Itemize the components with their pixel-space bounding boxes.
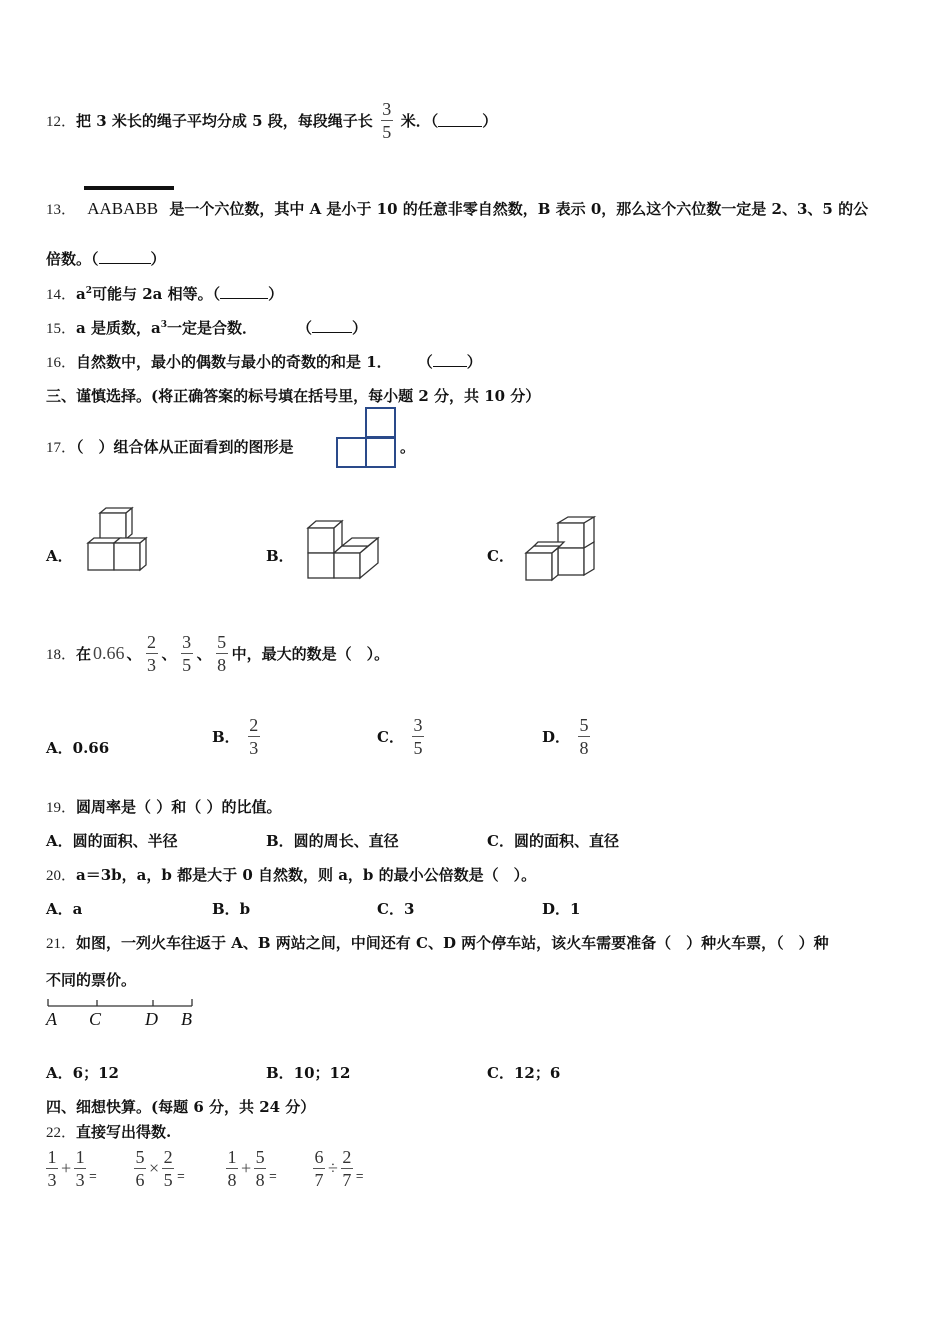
- option-a[interactable]: A．: [46, 547, 73, 565]
- question-21: [46, 932, 829, 953]
- question-17: [46, 436, 294, 457]
- station-label-a: A: [46, 1009, 57, 1029]
- separator: 、: [196, 644, 212, 663]
- number-word: AABABB: [87, 199, 159, 218]
- section-heading-3: 三、谨慎选择。(将正确答案的标号填在括号里，每小题 2 分，共 10 分）: [46, 387, 541, 405]
- option-label: B．: [212, 727, 240, 746]
- question-number: 18．: [46, 646, 77, 663]
- option-b[interactable]: B．b: [212, 900, 251, 918]
- question-text: （ ）组合体从正面看到的图形是: [76, 438, 294, 456]
- exponent: 3: [160, 320, 167, 330]
- question-number: 20．: [46, 868, 77, 884]
- question-text: 中，最大的数是（ ）。: [231, 644, 390, 663]
- question-13-line2: [46, 248, 166, 269]
- question-text: 圆周率是（ ）和（ ）的比值。: [76, 798, 282, 816]
- close-paren: ）: [482, 112, 498, 130]
- denominator: 5: [382, 122, 392, 142]
- option-d[interactable]: [542, 712, 590, 760]
- question-18: [46, 628, 389, 678]
- option-label: D．: [542, 727, 571, 746]
- question-14: [46, 283, 283, 304]
- question-text: 可能与 2a 相等。（: [92, 285, 221, 303]
- question-22: [46, 1121, 171, 1142]
- fraction: $\frac{2}{3}$: [147, 631, 157, 675]
- close-paren: ）: [150, 250, 166, 268]
- option-a[interactable]: A．圆的面积、半径: [46, 832, 178, 850]
- question-text-end: 米．（: [400, 112, 439, 130]
- numerator: 3: [382, 99, 392, 119]
- option-c[interactable]: C．3: [377, 900, 415, 918]
- calc-item-1[interactable]: $\frac{1}{3}$ + $\frac{1}{3}$ =: [47, 1147, 97, 1190]
- close-paren: ）: [351, 319, 367, 337]
- question-number: 22．: [46, 1125, 77, 1141]
- question-text: a 是质数，a: [76, 319, 161, 337]
- question-number: 21．: [46, 936, 77, 952]
- option-b[interactable]: B．圆的周长、直径: [266, 832, 399, 850]
- option-c[interactable]: C．圆的面积、直径: [487, 832, 619, 850]
- option-c[interactable]: [377, 712, 424, 760]
- question-number: 15．: [46, 321, 77, 337]
- option-c[interactable]: C．: [487, 547, 514, 565]
- question-20: [46, 864, 536, 885]
- operator: ÷: [328, 1158, 338, 1178]
- section-heading-4: 四、细想快算。(每题 6 分，共 24 分）: [46, 1098, 316, 1116]
- equals-sign: =: [89, 1168, 97, 1183]
- station-label-d: D: [145, 1009, 158, 1029]
- separator: 、: [126, 644, 142, 663]
- operator: ×: [149, 1158, 160, 1178]
- fraction: $\frac{5}{8}$: [217, 631, 227, 675]
- question-text: 倍数。（: [46, 250, 99, 268]
- equals-sign: =: [355, 1168, 364, 1183]
- station-line: [46, 998, 200, 1010]
- calc-item-2[interactable]: $\frac{5}{6}$ × $\frac{2}{5}$ =: [135, 1147, 185, 1190]
- answer-blank[interactable]: [433, 354, 467, 367]
- option-a[interactable]: A．a: [46, 900, 83, 918]
- answer-blank[interactable]: [220, 286, 268, 299]
- question-text: 如图，一列火车往返于 A、B 两站之间，中间还有 C、D 两个停车站，该火车需要准备（ ）种火车票，（ ）种: [76, 934, 829, 952]
- answer-blank[interactable]: [312, 320, 352, 333]
- option-label: C．: [377, 727, 404, 746]
- close-paren: ）: [268, 285, 284, 303]
- fraction: $\frac{3}{5}$: [413, 714, 423, 758]
- option-a[interactable]: A．0.66: [46, 739, 110, 757]
- question-number: 12．: [46, 114, 77, 130]
- question-21-line2: 不同的票价。: [46, 971, 137, 989]
- question-text: 一定是合数．: [166, 319, 257, 337]
- question-15: [46, 317, 367, 338]
- separator: 、: [161, 644, 177, 663]
- question-16: [46, 351, 482, 372]
- question-12: [46, 100, 497, 141]
- option-a[interactable]: A．6；12: [46, 1064, 119, 1082]
- answer-blank[interactable]: [438, 114, 482, 127]
- operator: +: [241, 1158, 252, 1178]
- fraction: [381, 100, 393, 141]
- question-text: a＝3b，a，b 都是大于 0 自然数，则 a，b 的最小公倍数是（ ）。: [76, 866, 537, 884]
- equals-sign: =: [269, 1168, 277, 1183]
- question-text: 自然数中，最小的偶数与最小的奇数的和是 1．: [76, 353, 392, 371]
- fraction: $\frac{5}{8}$: [579, 714, 589, 758]
- option-c[interactable]: C．12；6: [487, 1064, 561, 1082]
- cube-figure-a: [86, 505, 156, 573]
- question-number: 19．: [46, 800, 77, 816]
- open-paren: （: [296, 319, 312, 337]
- fraction: $\frac{3}{5}$: [182, 631, 192, 675]
- cube-figure-c: [524, 515, 600, 583]
- equals-sign: =: [177, 1168, 185, 1183]
- front-view-figure: [336, 407, 398, 469]
- option-b[interactable]: B．10；12: [266, 1064, 351, 1082]
- question-17-end: 。: [400, 438, 416, 456]
- question-number: 17．: [46, 440, 77, 456]
- question-text: 在: [76, 644, 92, 663]
- operator: +: [61, 1158, 72, 1178]
- question-13: [46, 198, 868, 219]
- option-b[interactable]: [212, 712, 260, 760]
- question-19: [46, 796, 281, 817]
- answer-blank[interactable]: [99, 251, 151, 264]
- question-number: 14．: [46, 287, 77, 303]
- question-text: 把 3 米长的绳子平均分成 5 段，每段绳子长: [76, 112, 373, 130]
- close-paren: ）: [466, 353, 482, 371]
- fraction: $\frac{2}{3}$: [249, 714, 259, 758]
- calc-item-3[interactable]: $\frac{1}{8}$ + $\frac{5}{8}$ =: [227, 1147, 277, 1190]
- decimal-value: 0.66: [93, 642, 125, 663]
- option-b[interactable]: B．: [266, 547, 294, 565]
- exponent: 2: [85, 286, 93, 296]
- question-number: 16．: [46, 355, 77, 371]
- station-label-b: B: [181, 1009, 192, 1029]
- question-text: 是一个六位数，其中 A 是小于 10 的任意非零自然数，B 表示 0，那么这个六位数一定是 2、3、5 的公: [169, 200, 869, 218]
- question-text: 直接写出得数.: [76, 1123, 172, 1141]
- cube-figure-b: [306, 518, 386, 580]
- station-label-c: C: [89, 1009, 102, 1029]
- calc-item-4[interactable]: $\frac{6}{7}$ ÷ $\frac{2}{7}$ =: [314, 1147, 364, 1190]
- option-d[interactable]: D．1: [542, 900, 581, 918]
- question-number: 13．: [46, 202, 77, 218]
- open-paren: （: [417, 353, 433, 371]
- overline-bar: [84, 186, 174, 190]
- variable: a: [76, 285, 86, 303]
